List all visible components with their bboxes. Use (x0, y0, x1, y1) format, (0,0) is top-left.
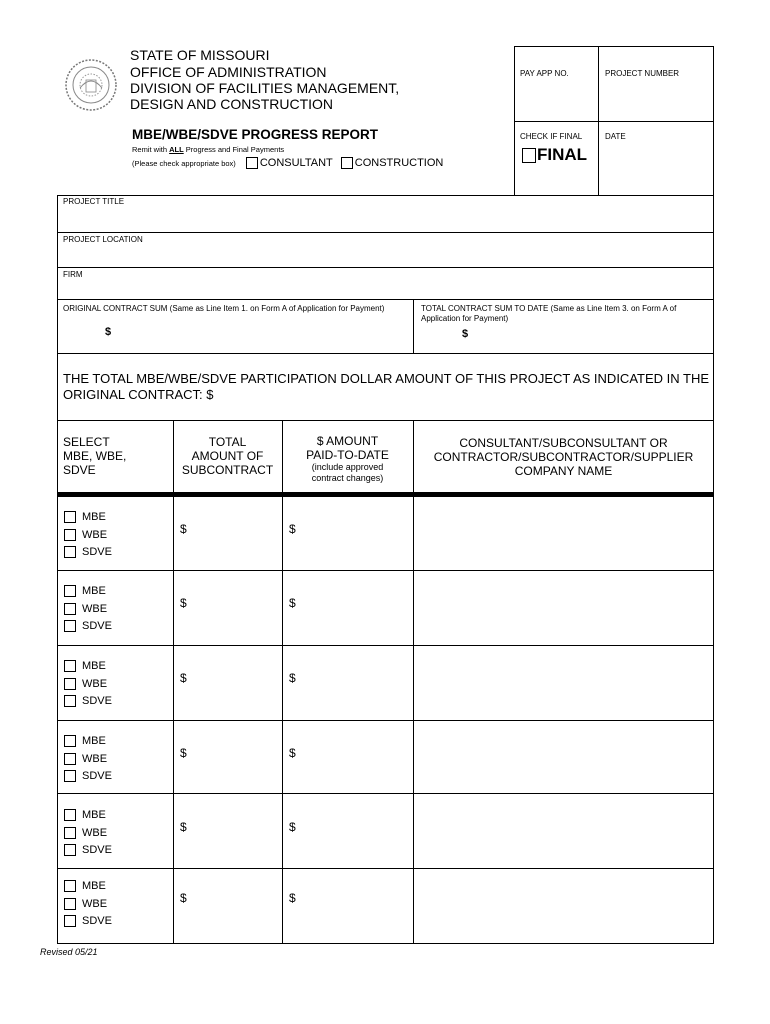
row-1-checkbox[interactable] (64, 511, 76, 523)
row-2-checkbox[interactable] (64, 603, 76, 615)
row-4-checkbox[interactable] (64, 735, 76, 747)
row-1-paid-to-date[interactable]: $ (289, 522, 296, 536)
row-1-option-label: SDVE (82, 546, 112, 558)
col-header-paid-to-date: $ AMOUNT PAID-TO-DATE (include approved contract changes) (306, 434, 389, 483)
subcontract-table (57, 420, 714, 944)
row-2-option-label: SDVE (82, 620, 112, 632)
row-2-option-label: WBE (82, 602, 108, 615)
row-3-option[interactable] (64, 660, 106, 672)
row-1-option-label: MBE (82, 511, 106, 523)
row-6-option[interactable] (64, 880, 106, 892)
construction-label: CONSTRUCTION (354, 157, 444, 169)
check-note: (Please check appropriate box) (132, 158, 236, 168)
revised-date: Revised 05/21 (40, 947, 98, 957)
final-checkbox[interactable] (522, 148, 536, 163)
row-1-checkbox[interactable] (64, 546, 76, 558)
row-4-option-label: SDVE (82, 770, 112, 782)
row-2-checkbox[interactable] (64, 620, 76, 632)
consultant-checkbox[interactable] (246, 157, 258, 169)
row-3-paid-to-date[interactable]: $ (289, 671, 296, 685)
row-3-option[interactable] (64, 695, 112, 707)
col-header-select: SELECT MBE, WBE, SDVE (63, 435, 127, 477)
row-3-checkbox[interactable] (64, 695, 76, 707)
row-3-option-label: WBE (82, 677, 108, 690)
check-if-final-label: CHECK IF FINAL (520, 132, 583, 141)
participation-line-2: ORIGINAL CONTRACT: $ (63, 387, 214, 402)
type-selector (132, 157, 443, 169)
row-2-option[interactable] (64, 620, 112, 632)
row-5-checkbox[interactable] (64, 844, 76, 856)
row-4-option-label: WBE (82, 752, 108, 765)
row-2-option-label: MBE (82, 585, 106, 597)
row-5-option-label: MBE (82, 809, 106, 821)
col-header-total-amount: TOTAL AMOUNT OF SUBCONTRACT (181, 435, 274, 477)
row-6-total-amount[interactable]: $ (180, 891, 187, 905)
final-checkbox-group[interactable] (522, 145, 587, 165)
total-contract-sum-label: TOTAL CONTRACT SUM TO DATE (Same as Line Item 3. on Form A of Application for Payment) (421, 304, 677, 323)
row-4-option[interactable] (64, 735, 106, 747)
row-2-paid-to-date[interactable]: $ (289, 596, 296, 610)
row-1-option[interactable] (64, 529, 107, 541)
pay-app-no-label: PAY APP NO. (520, 69, 569, 78)
row-6-option-label: WBE (82, 897, 108, 910)
row-5-option-label: SDVE (82, 844, 112, 856)
row-4-option[interactable] (64, 770, 112, 782)
participation-statement (63, 371, 709, 403)
row-3-checkbox[interactable] (64, 660, 76, 672)
row-5-option[interactable] (64, 844, 112, 856)
row-5-paid-to-date[interactable]: $ (289, 820, 296, 834)
row-4-checkbox[interactable] (64, 770, 76, 782)
row-2-option[interactable] (64, 603, 107, 615)
row-6-option[interactable] (64, 915, 112, 927)
row-6-checkbox[interactable] (64, 915, 76, 927)
row-1-checkbox[interactable] (64, 529, 76, 541)
row-3-option-label: SDVE (82, 695, 112, 707)
header-line-division: DIVISION OF FACILITIES MANAGEMENT, (130, 80, 400, 96)
row-3-total-amount[interactable]: $ (180, 671, 187, 685)
header-line-state: STATE OF MISSOURI (130, 47, 270, 63)
row-1-option[interactable] (64, 546, 112, 558)
missouri-seal-logo (64, 58, 118, 112)
row-5-option[interactable] (64, 809, 106, 821)
row-2-total-amount[interactable]: $ (180, 596, 187, 610)
date-label: DATE (605, 132, 626, 141)
row-2-option[interactable] (64, 585, 106, 597)
project-location-field[interactable]: PROJECT LOCATION (63, 235, 143, 244)
project-number-label: PROJECT NUMBER (605, 69, 680, 78)
header-line-office: OFFICE OF ADMINISTRATION (130, 64, 327, 80)
row-3-option[interactable] (64, 678, 107, 690)
final-label: FINAL (537, 145, 588, 164)
row-6-checkbox[interactable] (64, 880, 76, 892)
original-contract-sum-label: ORIGINAL CONTRACT SUM (Same as Line Item 1. on Form A of Application for Payment) (63, 304, 385, 313)
row-4-option-label: MBE (82, 735, 106, 747)
row-1-total-amount[interactable]: $ (180, 522, 187, 536)
row-5-total-amount[interactable]: $ (180, 820, 187, 834)
row-6-option-label: SDVE (82, 915, 112, 927)
project-title-field[interactable]: PROJECT TITLE (63, 197, 125, 206)
row-6-option[interactable] (64, 898, 107, 910)
row-5-checkbox[interactable] (64, 809, 76, 821)
col-header-company-name: CONSULTANT/SUBCONSULTANT OR CONTRACTOR/SUBCONTRACTOR/SUPPLIER COMPANY NAME (433, 436, 694, 478)
row-5-checkbox[interactable] (64, 827, 76, 839)
row-1-option-label: WBE (82, 528, 108, 541)
report-title: MBE/WBE/SDVE PROGRESS REPORT (132, 127, 379, 142)
row-4-paid-to-date[interactable]: $ (289, 746, 296, 760)
row-5-option-label: WBE (82, 826, 108, 839)
row-3-checkbox[interactable] (64, 678, 76, 690)
total-sum-dollar[interactable]: $ (462, 328, 469, 340)
row-6-checkbox[interactable] (64, 898, 76, 910)
original-sum-dollar[interactable]: $ (105, 326, 112, 338)
row-4-total-amount[interactable]: $ (180, 746, 187, 760)
row-6-option-label: MBE (82, 880, 106, 892)
row-6-paid-to-date[interactable]: $ (289, 891, 296, 905)
firm-field[interactable]: FIRM (63, 270, 83, 279)
row-5-option[interactable] (64, 827, 107, 839)
row-3-option-label: MBE (82, 660, 106, 672)
header-line-design: DESIGN AND CONSTRUCTION (130, 96, 334, 112)
row-2-checkbox[interactable] (64, 585, 76, 597)
construction-checkbox[interactable] (341, 157, 353, 169)
row-1-option[interactable] (64, 511, 106, 523)
row-4-option[interactable] (64, 753, 107, 765)
row-4-checkbox[interactable] (64, 753, 76, 765)
participation-line-1: THE TOTAL MBE/WBE/SDVE PARTICIPATION DOLLAR AMOUNT OF THIS PROJECT AS INDICATED IN THE (63, 371, 710, 386)
consultant-label: CONSULTANT (259, 157, 333, 169)
remit-note: Remit with ALL Progress and Final Payments (132, 145, 285, 154)
